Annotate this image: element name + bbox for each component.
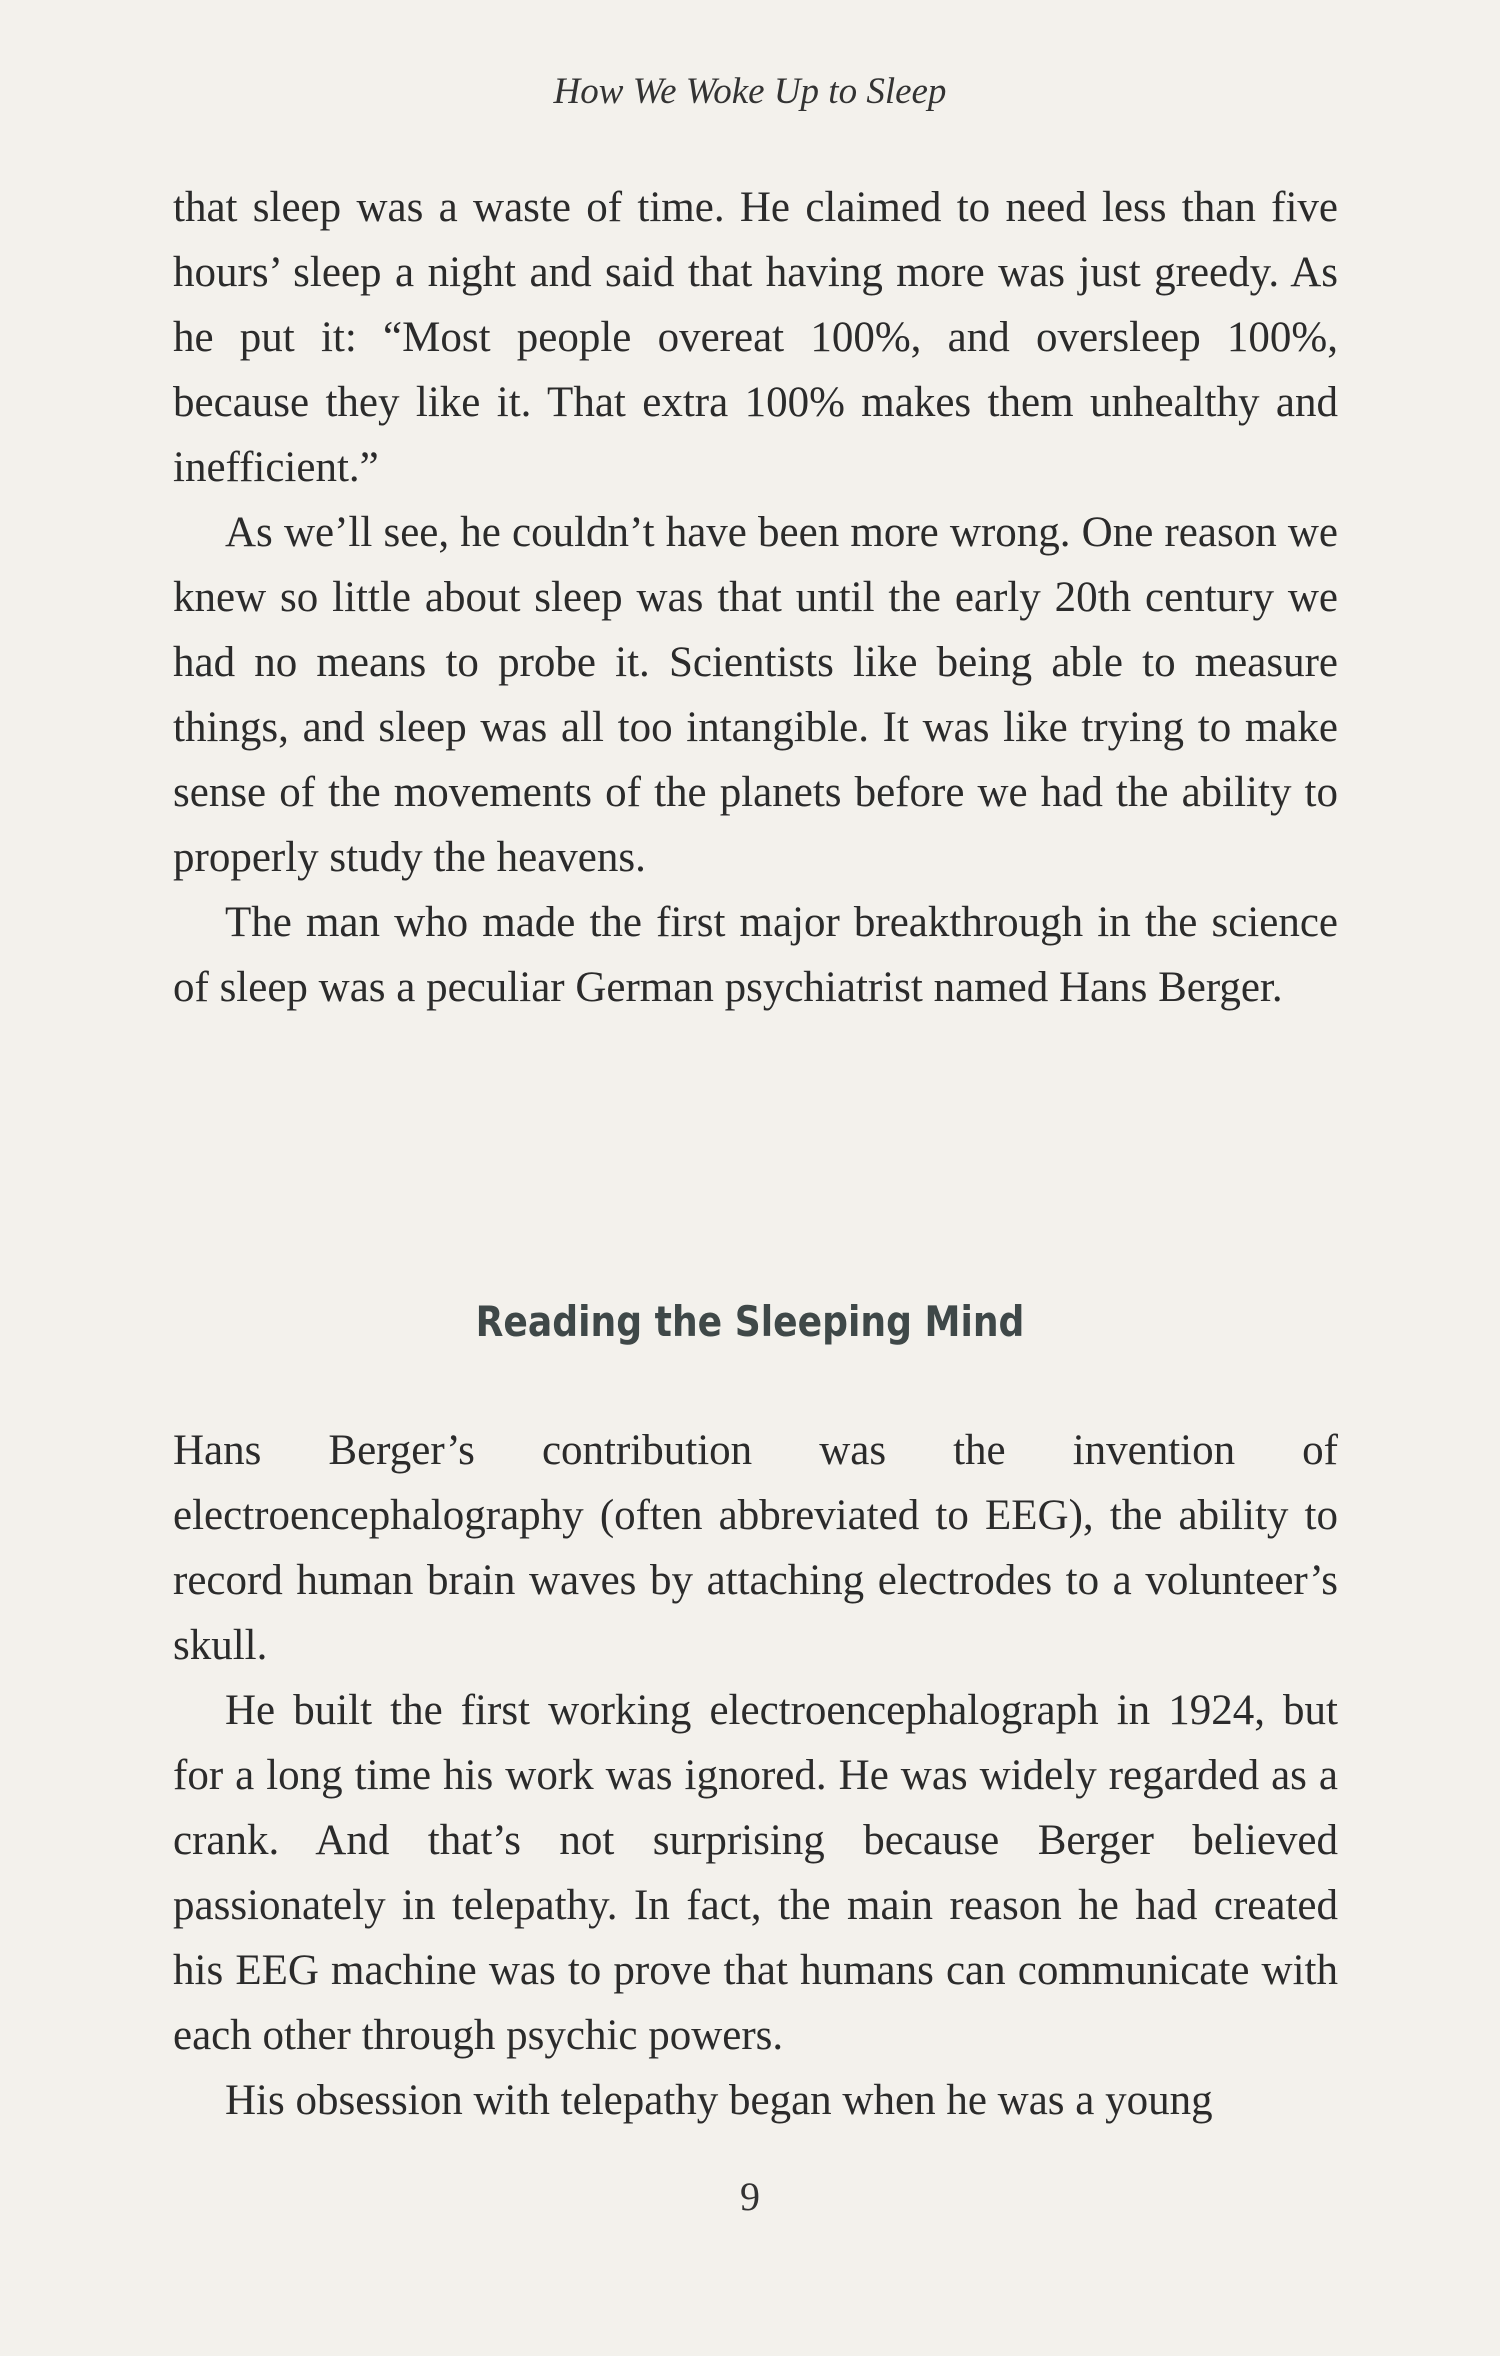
- paragraph-4: Hans Berger’s contribution was the invention of electroencephalography (often abbreviated to EEG), the ability to record human brain waves by attaching electrodes to a volunteer’s skull.: [173, 1427, 1338, 1669]
- paragraph-6: His obsession with telepathy began when he was a young: [225, 2077, 1213, 2124]
- paragraph-3: The man who made the first major breakthrough in the science of sleep was a peculiar German psychiatrist named Hans Berger.: [173, 899, 1338, 1011]
- running-head: How We Woke Up to Sleep: [553, 71, 947, 112]
- paragraph-1: that sleep was a waste of time. He claimed to need less than five hours’ sleep a night and said that having more was just greedy. As he put it: “Most people overeat 100%, and oversleep 100%, because they like it. That extra 100% makes them unhealthy and inefficient.”: [173, 184, 1338, 491]
- text-block-top: [173, 175, 1338, 1020]
- text-block-bottom: [173, 1418, 1338, 2133]
- paragraph-2: As we’ll see, he couldn’t have been more wrong. One reason we knew so little about sleep was that until the early 20th century we had no means to probe it. Scientists like being able to measure things, and sleep was all too intangible. It was like trying to make sense of the movements of the planets before we had the ability to properly study the heavens.: [173, 509, 1338, 881]
- section-heading: Reading the Sleeping Mind: [475, 1297, 1025, 1346]
- page-number: 9: [740, 2174, 760, 2219]
- paragraph-5: He built the first working electroencephalograph in 1924, but for a long time his work was ignored. He was widely regarded as a crank. And that’s not surprising because Berger believed passionately in telepathy. In fact, the main reason he had created his EEG machine was to prove that humans can communicate with each other through psychic powers.: [173, 1687, 1338, 2059]
